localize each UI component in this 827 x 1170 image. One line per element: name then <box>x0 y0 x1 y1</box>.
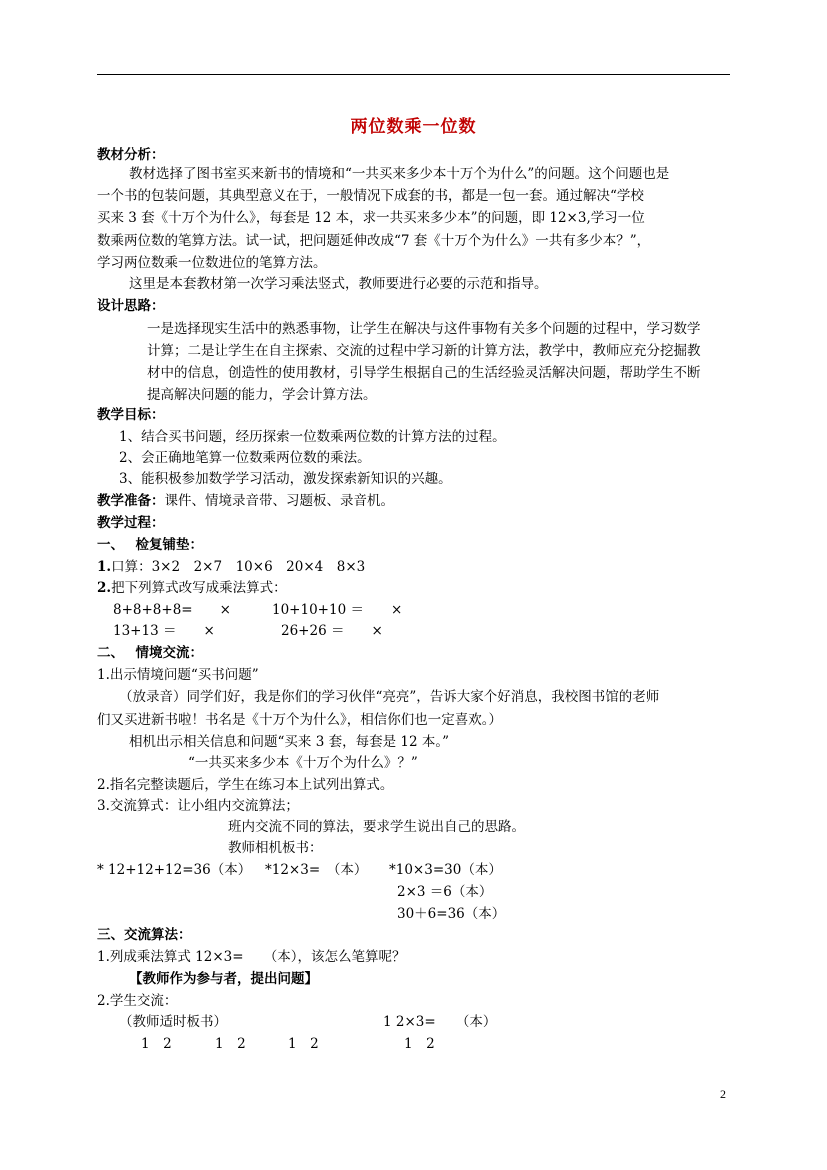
goal-item: 3、能积极参加数学学习活动，激发探索新知识的兴趣。 <box>119 471 452 487</box>
board-equation: *12×3= （本） <box>265 862 368 878</box>
vertical-calc-digit: 1 2 <box>215 1036 246 1052</box>
item-number: 2. <box>97 580 112 596</box>
exercise-item: 10+10+10 ＝ × <box>272 602 403 618</box>
teacher-note: 【教师作为参与者，提出问题】 <box>129 971 318 987</box>
goal-item: 2、会正确地笔算一位数乘两位数的乘法。 <box>119 450 371 466</box>
section-heading-materials: 教材分析： <box>97 147 165 163</box>
section-heading-preparation: 教学准备： <box>97 493 165 509</box>
board-equation: *10×3=30（本） <box>389 862 502 878</box>
section-heading-process: 教学过程： <box>97 515 165 531</box>
paragraph-line: 这里是本套教材第一次学习乘法竖式，教师要进行必要的示范和指导。 <box>129 276 548 292</box>
board-equation: * 12+12+12=36（本） <box>97 862 252 878</box>
section-heading-design: 设计思路： <box>97 298 165 314</box>
paragraph-line: （放录音）同学们好，我是你们的学习伙伴“亮亮”，告诉大家个好消息，我校图书馆的老师 <box>119 689 660 705</box>
goal-item: 1、结合买书问题，经历探索一位数乘两位数的计算方法的过程。 <box>119 429 506 445</box>
board-equation: 1 2×3= （本） <box>383 1014 497 1030</box>
paragraph-line: 2.指名完整读题后，学生在练习本上试列出算式。 <box>97 777 394 793</box>
paragraph-line: 提高解决问题的能力，学会计算方法。 <box>147 387 377 403</box>
section-heading-goals: 教学目标： <box>97 407 165 423</box>
paragraph-line: 计算；二是让学生在自主探索、交流的过程中学习新的计算方法，教学中，教师应充分挖掘教 <box>147 343 701 359</box>
paragraph-line: 一是选择现实生活中的熟悉事物，让学生在解决与这件事物有关多个问题的过程中，学习数学 <box>147 321 701 337</box>
paragraph-line: 相机出示相关信息和问题“买来 3 套，每套是 12 本。” <box>129 734 449 750</box>
vertical-calc-digit: 1 2 <box>141 1036 172 1052</box>
paragraph-line: 3.交流算式：让小组内交流算法； <box>97 798 299 814</box>
rewrite-instruction-text: 把下列算式改写成乘法算式： <box>111 580 287 596</box>
paragraph-line: 材中的信息，创造性的使用教材，引导学生根据自己的生活经验灵活解决问题，帮助学生不断 <box>147 365 701 381</box>
exercise-item: 26+26 ＝ × <box>281 623 383 639</box>
paragraph-line: 买来 3 套《十万个为什么》，每套是 12 本，求一共买来多少本”的问题，即 12×3,学习一位 <box>97 210 645 226</box>
paragraph-line: 2.学生交流： <box>97 993 178 1009</box>
paragraph-line: 班内交流不同的算法，要求学生说出自己的思路。 <box>228 819 525 835</box>
subsection-review: 一、 检复铺垫： <box>97 537 203 553</box>
subsection-algorithm: 三、交流算法： <box>97 927 192 943</box>
item-number: 1. <box>97 559 112 575</box>
page-title: 两位数乘一位数 <box>350 117 477 137</box>
exercise-item: 8+8+8+8= × <box>113 602 231 618</box>
paragraph-line: 教师相机板书： <box>228 840 323 856</box>
paragraph-line: 1.列成乘法算式 12×3= （本），该怎么笔算呢？ <box>97 949 406 965</box>
oral-calc-text: 口算：3×2 2×7 10×6 20×4 8×3 <box>111 559 366 575</box>
exercise-item: 13+13 ＝ × <box>113 623 215 639</box>
page-number: 2 <box>720 1087 726 1101</box>
subsection-situation: 二、 情境交流： <box>97 645 203 661</box>
header-rule <box>97 74 730 75</box>
preparation-line <box>97 492 394 510</box>
paragraph-line: 学习两位数乘一位数进位的笔算方法。 <box>97 255 327 271</box>
preparation-text: 课件、情境录音带、习题板、录音机。 <box>164 493 394 509</box>
paragraph-line: 们又买进新书啦！书名是《十万个为什么》，相信你们也一定喜欢。） <box>97 712 502 728</box>
paragraph-line: （教师适时板书） <box>119 1014 227 1030</box>
rewrite-instruction-line <box>97 579 287 597</box>
board-equation: 30＋6=36（本） <box>397 906 506 922</box>
oral-calc-line <box>97 558 365 576</box>
paragraph-line: 数乘两位数的笔算方法。试一试，把问题延伸改成“7 套《十万个为什么》一共有多少本？”， <box>97 233 651 249</box>
board-equation: 2×3 ＝6（本） <box>397 884 493 900</box>
vertical-calc-digit: 1 2 <box>288 1036 319 1052</box>
paragraph-line: “一共买来多少本《十万个为什么》？” <box>188 755 418 771</box>
vertical-calc-digit: 1 2 <box>404 1036 435 1052</box>
paragraph-line: 教材选择了图书室买来新书的情境和“一共买来多少本十万个为什么”的问题。这个问题也是 <box>129 166 670 182</box>
paragraph-line: 一个书的包装问题，其典型意义在于，一般情况下成套的书，都是一包一套。通过解决“学校 <box>97 188 644 204</box>
paragraph-line: 1.出示情境问题“买书问题” <box>97 667 259 683</box>
